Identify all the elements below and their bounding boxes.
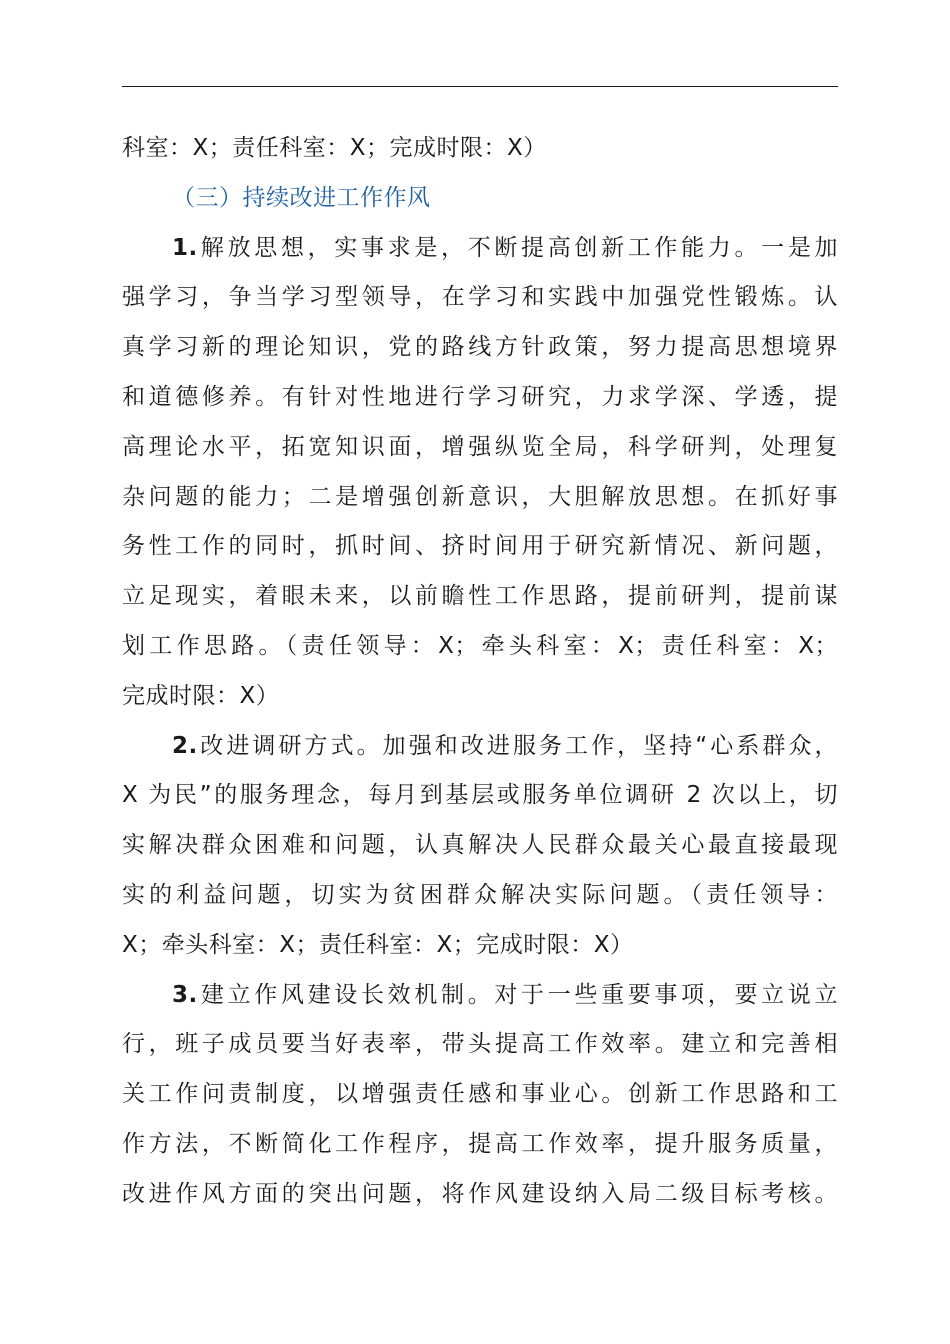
paragraph-line: 立足现实，着眼未来，以前瞻性工作思路，提前研判，提前谋 bbox=[122, 583, 838, 610]
paragraph-line: 完成时限：X） bbox=[122, 682, 280, 709]
paragraph-line: X；牵头科室：X；责任科室：X；完成时限：X） bbox=[122, 931, 634, 958]
paragraph-line: 杂问题的能力；二是增强创新意识，大胆解放思想。在抓好事 bbox=[122, 483, 838, 510]
paragraph-line: 3.建立作风建设长效机制。对于一些重要事项，要立说立 bbox=[172, 981, 838, 1008]
paragraph-line: 划工作思路。（责任领导：X；牵头科室：X；责任科室：X； bbox=[122, 632, 838, 659]
paragraph-line: 实的利益问题，切实为贫困群众解决实际问题。（责任领导： bbox=[122, 881, 838, 908]
paragraph-line: 实解决群众困难和问题，认真解决人民群众最关心最直接最现 bbox=[122, 832, 838, 859]
paragraph-item-3 bbox=[122, 971, 838, 1220]
document-body bbox=[122, 124, 838, 1220]
paragraph-line: 改进作风方面的突出问题，将作风建设纳入局二级目标考核。 bbox=[122, 1180, 838, 1207]
paragraph-line: X 为民”的服务理念，每月到基层或服务单位调研 2 次以上，切 bbox=[122, 782, 838, 809]
paragraph-line: 强学习，争当学习型领导，在学习和实践中加强党性锻炼。认 bbox=[122, 284, 838, 311]
item-number: 2. bbox=[172, 732, 198, 759]
paragraph-item-1 bbox=[122, 224, 838, 722]
paragraph-line: 务性工作的同时，抓时间、挤时间用于研究新情况、新问题， bbox=[122, 533, 838, 560]
item-number: 3. bbox=[172, 981, 198, 1008]
paragraph-line: 1.解放思想，实事求是，不断提高创新工作能力。一是加 bbox=[172, 234, 838, 261]
header-rule bbox=[122, 86, 838, 87]
paragraph-line: 行，班子成员要当好表率，带头提高工作效率。建立和完善相 bbox=[122, 1031, 838, 1058]
continuation-line: 科室：X；责任科室：X；完成时限：X） bbox=[122, 135, 547, 161]
paragraph-line: 高理论水平，拓宽知识面，增强纵览全局，科学研判，处理复 bbox=[122, 433, 838, 460]
paragraph-item-2 bbox=[122, 722, 838, 971]
paragraph-line: 真学习新的理论知识，党的路线方针政策，努力提高思想境界 bbox=[122, 334, 838, 361]
paragraph-line: 作方法，不断简化工作程序，提高工作效率，提升服务质量， bbox=[122, 1130, 838, 1157]
paragraph-line: 2.改进调研方式。加强和改进服务工作，坚持“心系群众， bbox=[172, 732, 838, 759]
section-heading: （三）持续改进工作作风 bbox=[172, 184, 431, 211]
paragraph-line: 和道德修养。有针对性地进行学习研究，力求学深、学透，提 bbox=[122, 383, 838, 410]
item-number: 1. bbox=[172, 234, 198, 261]
paragraph-line: 关工作问责制度，以增强责任感和事业心。创新工作思路和工 bbox=[122, 1081, 838, 1108]
